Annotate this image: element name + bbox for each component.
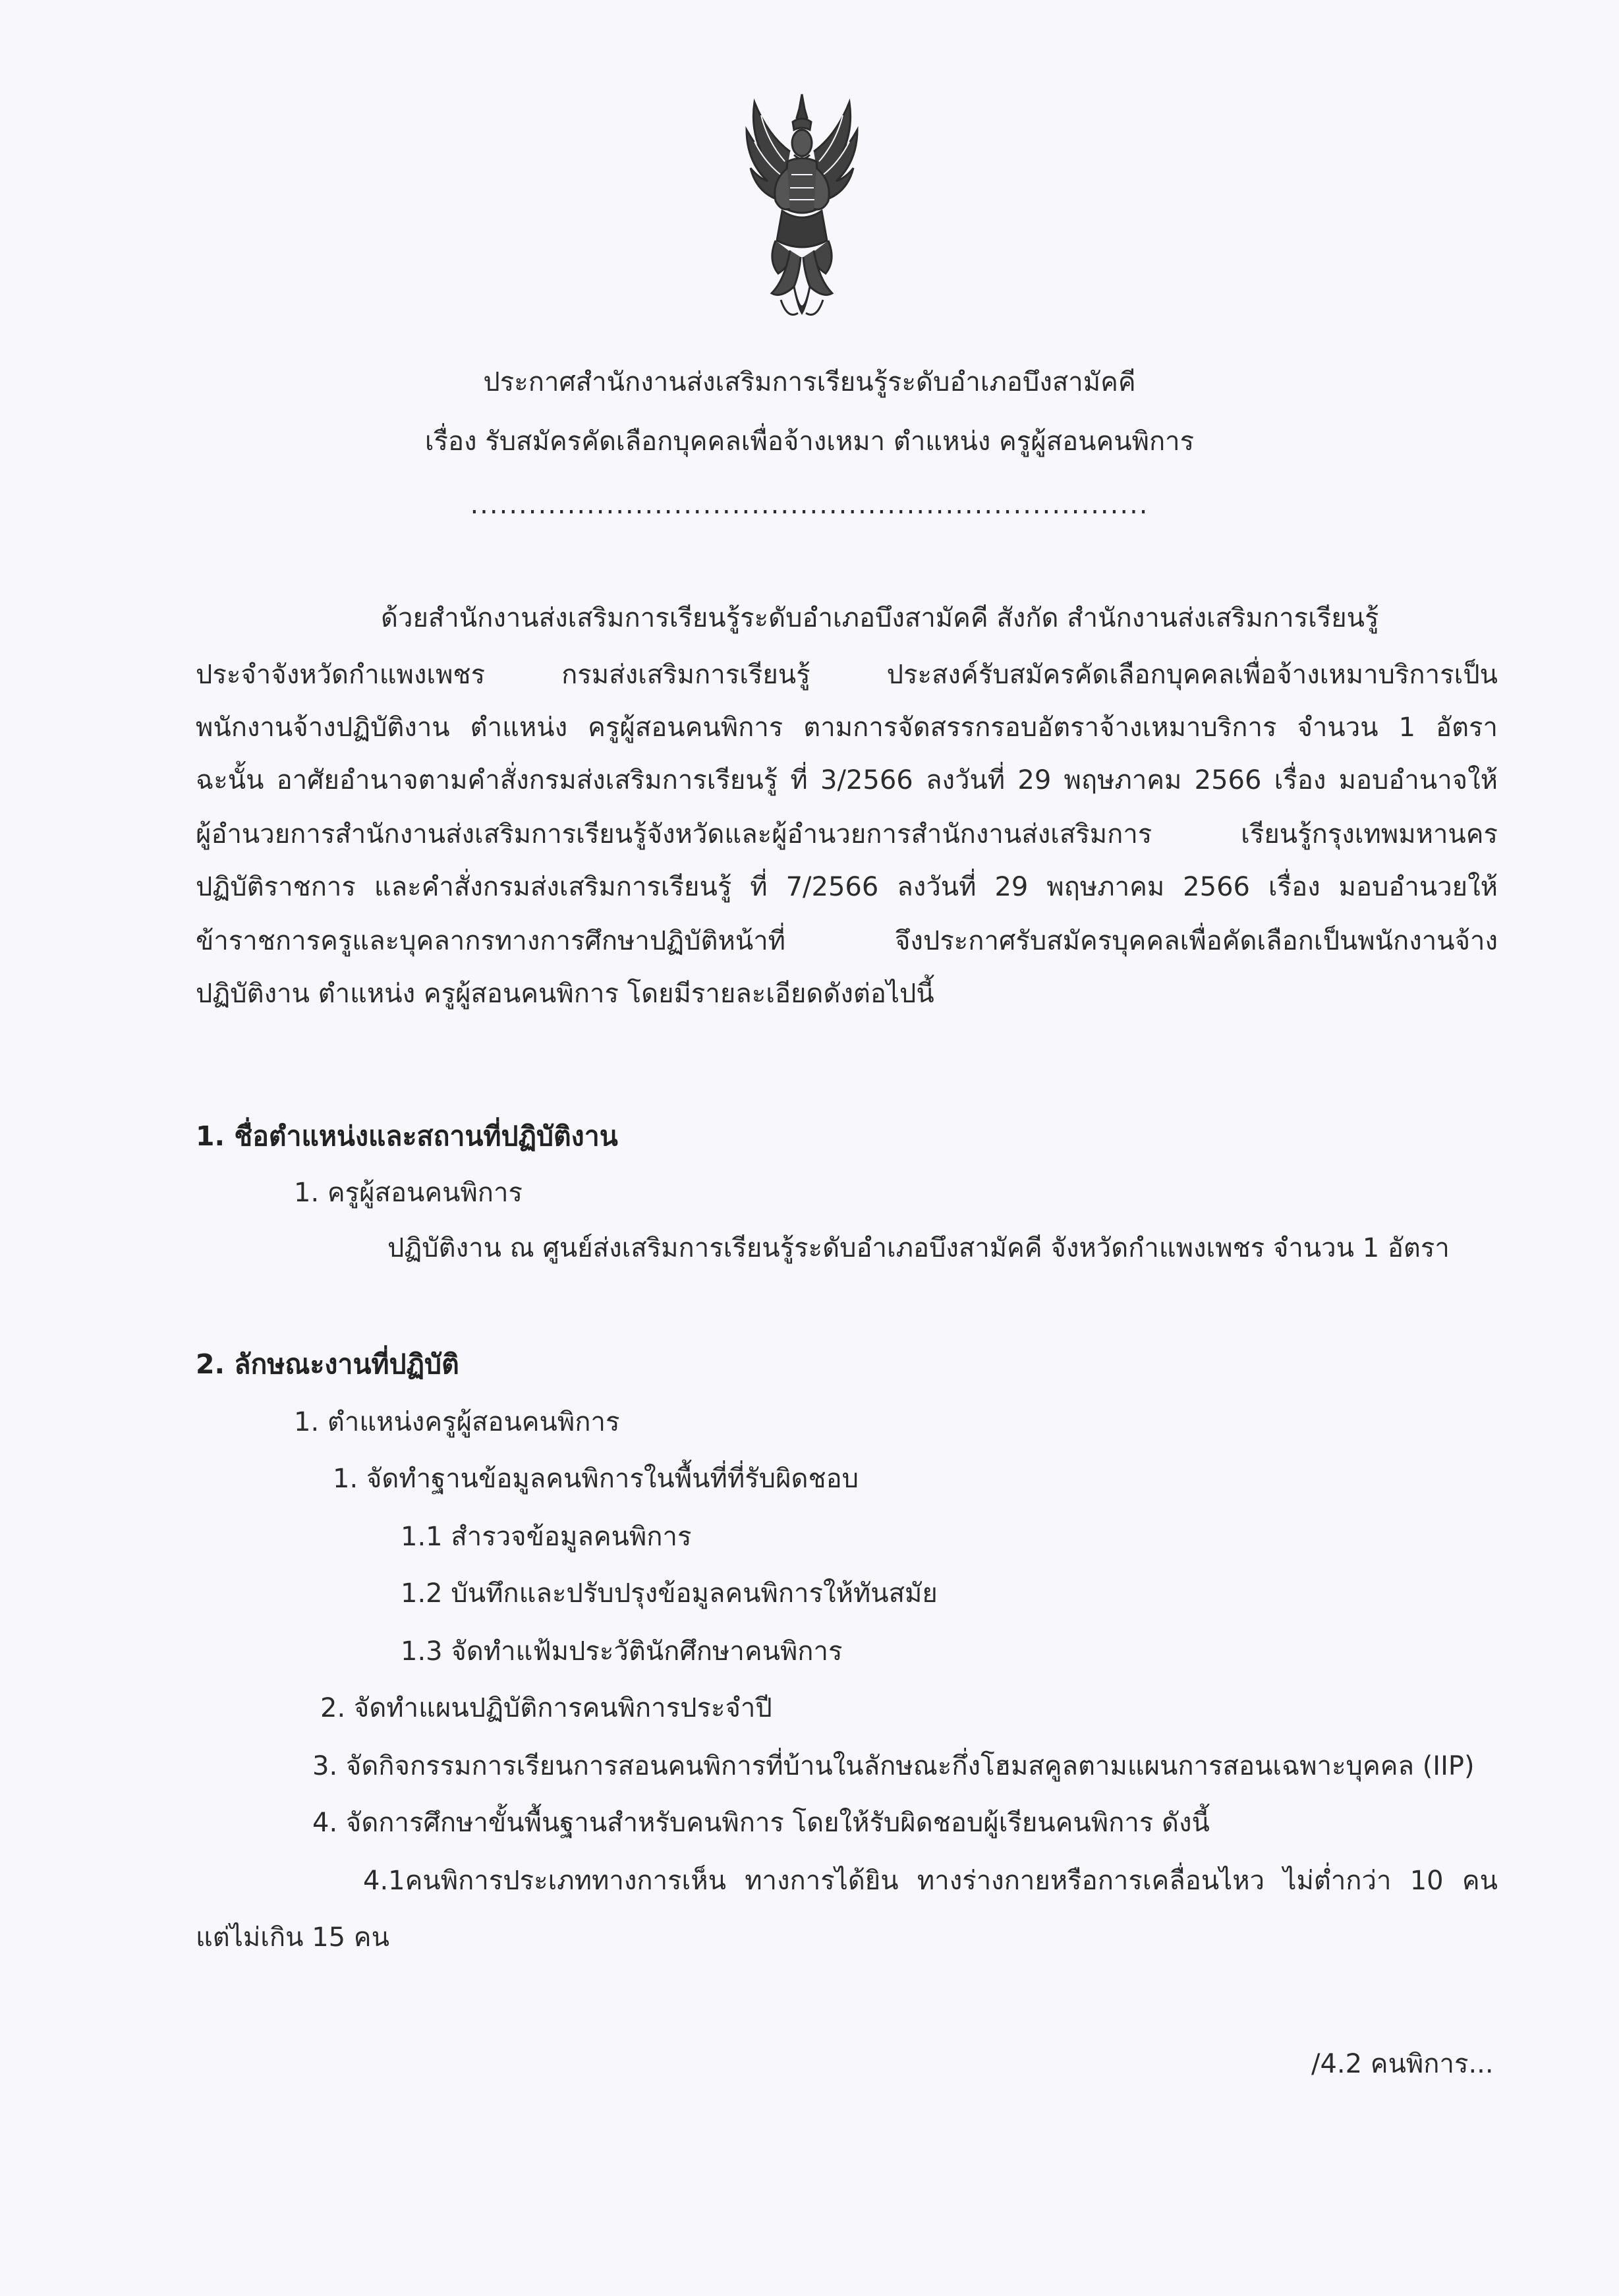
- section1-heading: 1. ชื่อตำแหน่งและสถานที่ปฏิบัติงาน: [196, 1120, 618, 1152]
- intro-line-4: ฉะนั้น อาศัยอำนาจตามคำสั่งกรมส่งเสริมการเรียนรู้ ที่ 3/2566 ลงวันที่ 29 พฤษภาคม 2566 เรื่อง มอบอำนาจให้: [196, 765, 1498, 795]
- intro-line-3: พนักงานจ้างปฏิบัติงาน ตำแหน่ง ครูผู้สอนคนพิการ ตามการจัดสรรกรอบอัตราจ้างเหมาบริการ จำนวน 1 อัตรา: [196, 712, 1498, 743]
- task-4-1-line-2: แต่ไม่เกิน 15 คน: [196, 1922, 389, 1953]
- header-separator: ......................................................................: [470, 490, 1149, 520]
- task-1-1: 1.1 สำรวจข้อมูลคนพิการ: [401, 1522, 692, 1552]
- intro-line-5: ผู้อำนวยการสำนักงานส่งเสริมการเรียนรู้จังหวัดและผู้อำนวยการสำนักงานส่งเสริมการ เรียนรู้กรุงเทพมหานคร: [196, 819, 1498, 849]
- task-1-3: 1.3 จัดทำแฟ้มประวัตินักศึกษาคนพิการ: [401, 1636, 843, 1667]
- task-1: 1. จัดทำฐานข้อมูลคนพิการในพื้นที่ที่รับผิดชอบ: [333, 1464, 859, 1494]
- task-2: 2. จัดทำแผนปฏิบัติการคนพิการประจำปี: [320, 1693, 772, 1723]
- page-continuation: /4.2 คนพิการ...: [1311, 2049, 1494, 2079]
- section1-detail: ปฏิบัติงาน ณ ศูนย์ส่งเสริมการเรียนรู้ระดับอำเภอบึงสามัคคี จังหวัดกำแพงเพชร จำนวน 1 อัตรา: [387, 1233, 1450, 1263]
- task-4: 4. จัดการศึกษาขั้นพื้นฐานสำหรับคนพิการ โดยให้รับผิดชอบผู้เรียนคนพิการ ดังนี้: [312, 1808, 1210, 1838]
- intro-line-7: ข้าราชการครูและบุคลากรทางการศึกษาปฏิบัติหน้าที่ จึงประกาศรับสมัครบุคคลเพื่อคัดเลือกเป็นพนักงานจ้าง: [196, 926, 1498, 956]
- task-3: 3. จัดกิจกรรมการเรียนการสอนคนพิการที่บ้านในลักษณะกึ่งโฮมสคูลตามแผนการสอนเฉพาะบุคคล (IIP): [312, 1751, 1475, 1781]
- intro-line-1: ด้วยสำนักงานส่งเสริมการเรียนรู้ระดับอำเภอบึงสามัคคี สังกัด สำนักงานส่งเสริมการเรียนรู้: [381, 603, 1379, 633]
- announcement-subject: เรื่อง รับสมัครคัดเลือกบุคคลเพื่อจ้างเหมา ตำแหน่ง ครูผู้สอนคนพิการ: [424, 426, 1195, 457]
- task-4-1-line-1: 4.1คนพิการประเภททางการเห็น ทางการได้ยิน ทางร่างกายหรือการเคลื่อนไหว ไม่ต่ำกว่า 10 คน: [363, 1866, 1498, 1896]
- announcement-title: ประกาศสำนักงานส่งเสริมการเรียนรู้ระดับอำเภอบึงสามัคคี: [483, 367, 1136, 397]
- intro-line-2: ประจำจังหวัดกำแพงเพชร กรมส่งเสริมการเรียนรู้ ประสงค์รับสมัครคัดเลือกบุคคลเพื่อจ้างเหมาบริการเป็น: [196, 660, 1498, 690]
- task-1-2: 1.2 บันทึกและปรับปรุงข้อมูลคนพิการให้ทันสมัย: [401, 1578, 938, 1609]
- garuda-emblem-icon: [741, 89, 863, 333]
- section2-heading: 2. ลักษณะงานที่ปฏิบัติ: [196, 1348, 459, 1380]
- intro-line-8: ปฏิบัติงาน ตำแหน่ง ครูผู้สอนคนพิการ โดยมีรายละเอียดดังต่อไปนี้: [196, 979, 934, 1009]
- section2-position: 1. ตำแหน่งครูผู้สอนคนพิการ: [294, 1407, 620, 1437]
- intro-line-6: ปฏิบัติราชการ และคำสั่งกรมส่งเสริมการเรียนรู้ ที่ 7/2566 ลงวันที่ 29 พฤษภาคม 2566 เรื่อง มอบอำนวยให้: [196, 872, 1498, 902]
- section1-item: 1. ครูผู้สอนคนพิการ: [294, 1178, 523, 1208]
